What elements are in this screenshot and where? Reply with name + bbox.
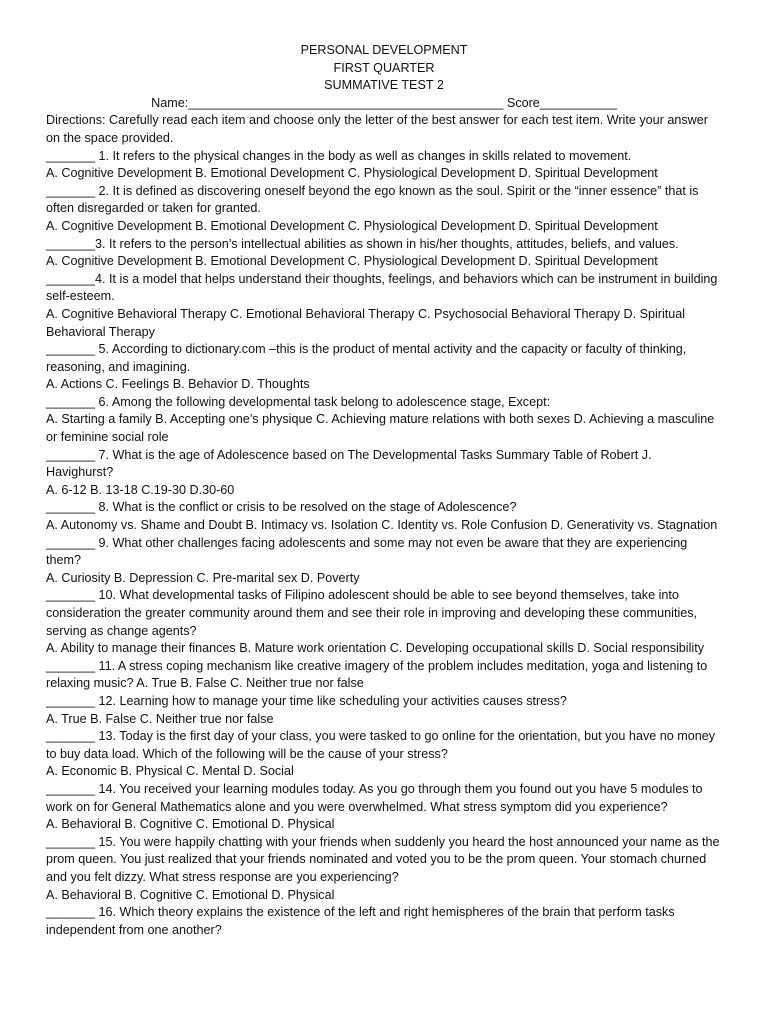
question-10: _______ 10. What developmental tasks of Filipino adolescent should be able to see beyond themselves, take into consideration the greater community around them and see their role in improving and developing these communities, serving as change agents? [46, 588, 698, 638]
choices-4: A. Cognitive Behavioral Therapy C. Emotional Behavioral Therapy C. Psychosocial Behavioral Therapy D. Spiritual Behavioral Therapy [46, 306, 686, 339]
question-11: _______ 11. A stress coping mechanism like creative imagery of the problem includes meditation, yoga and listening to relaxing music? A. True B. False C. Neither true nor false [46, 658, 708, 691]
page-title: PERSONAL DEVELOPMENT [300, 43, 468, 57]
quarter-label: FIRST QUARTER [333, 60, 435, 75]
choices-1: A. Cognitive Development B. Emotional Development C. Physiological Development D. Spiritual Development [46, 166, 658, 181]
question-8: _______ 8. What is the conflict or crisis to be resolved on the stage of Adolescence? [46, 500, 517, 515]
question-3: _______3. It refers to the person’s intellectual abilities as shown in his/her thoughts, attitudes, beliefs, and values. [46, 236, 679, 251]
choices-3: A. Cognitive Development B. Emotional Development C. Physiological Development D. Spiritual Development [46, 254, 658, 269]
name-score-line: Name:_____________________________________________ Score___________ [151, 95, 617, 110]
choices-15: A. Behavioral B. Cognitive C. Emotional D. Physical [46, 887, 335, 902]
choices-8: A. Autonomy vs. Shame and Doubt B. Intimacy vs. Isolation C. Identity vs. Role Confusion D. Generativity vs. Stagnation [46, 518, 718, 533]
test-label: SUMMATIVE TEST 2 [324, 78, 444, 93]
question-1: _______ 1. It refers to the physical changes in the body as well as changes in skills related to movement. [46, 148, 632, 163]
choices-14: A. Behavioral B. Cognitive C. Emotional D. Physical [46, 817, 335, 832]
choices-2: A. Cognitive Development B. Emotional Development C. Physiological Development D. Spiritual Development [46, 218, 658, 233]
question-15: _______ 15. You were happily chatting with your friends when suddenly you heard the host announced your name as the prom queen. You just realized that your friends nominated and voted you to be the prom queen. Your stomach churned and you felt dizzy. What stress response are you experiencing? [46, 834, 720, 884]
choices-5: A. Actions C. Feelings B. Behavior D. Thoughts [46, 377, 310, 392]
question-9: _______ 9. What other challenges facing adolescents and some may not even be aware that they are experiencing them? [46, 535, 688, 568]
directions: Directions: Carefully read each item and choose only the letter of the best answer for each test item. Write your answer on the space provided. [46, 113, 708, 145]
question-4: _______4. It is a model that helps understand their thoughts, feelings, and behaviors which can be instrument in building self-esteem. [46, 271, 718, 304]
question-14: _______ 14. You received your learning modules today. As you go through them you found out you have 5 modules to work on for General Mathematics alone and you were overwhelmed. What stress symptom did you experience? [46, 781, 703, 814]
question-6: _______ 6. Among the following developmental task belong to adolescence stage, Except: [46, 394, 551, 409]
question-5: _______ 5. According to dictionary.com –this is the product of mental activity and the capacity or faculty of thinking, reasoning, and imagining. [46, 342, 687, 374]
choices-7: A. 6-12 B. 13-18 C.19-30 D.30-60 [46, 482, 235, 497]
question-12: _______ 12. Learning how to manage your time like scheduling your activities causes stress? [46, 693, 567, 708]
choices-10: A. Ability to manage their finances B. Mature work orientation C. Developing occupational skills D. Social responsibility [46, 641, 704, 656]
question-16: _______ 16. Which theory explains the existence of the left and right hemispheres of the brain that perform tasks independent from one another? [46, 905, 675, 937]
choices-9: A. Curiosity B. Depression C. Pre-marital sex D. Poverty [46, 570, 360, 585]
question-2: _______ 2. It is defined as discovering oneself beyond the ego known as the soul. Spirit or the “inner essence” that is often disregarded or taken for granted. [46, 183, 699, 216]
question-13: _______ 13. Today is the first day of your class, you were tasked to go online for the orientation, but you have no money to buy data load. Which of the following will be the cause of your stress? [46, 729, 716, 761]
choices-13: A. Economic B. Physical C. Mental D. Social [46, 764, 294, 779]
choices-6: A. Starting a family B. Accepting one’s physique C. Achieving mature relations with both sexes D. Achieving a masculine or feminine social role [46, 412, 715, 445]
choices-12: A. True B. False C. Neither true nor false [46, 711, 274, 726]
question-7: _______ 7. What is the age of Adolescence based on The Developmental Tasks Summary Table of Robert J. Havighurst? [46, 447, 652, 480]
